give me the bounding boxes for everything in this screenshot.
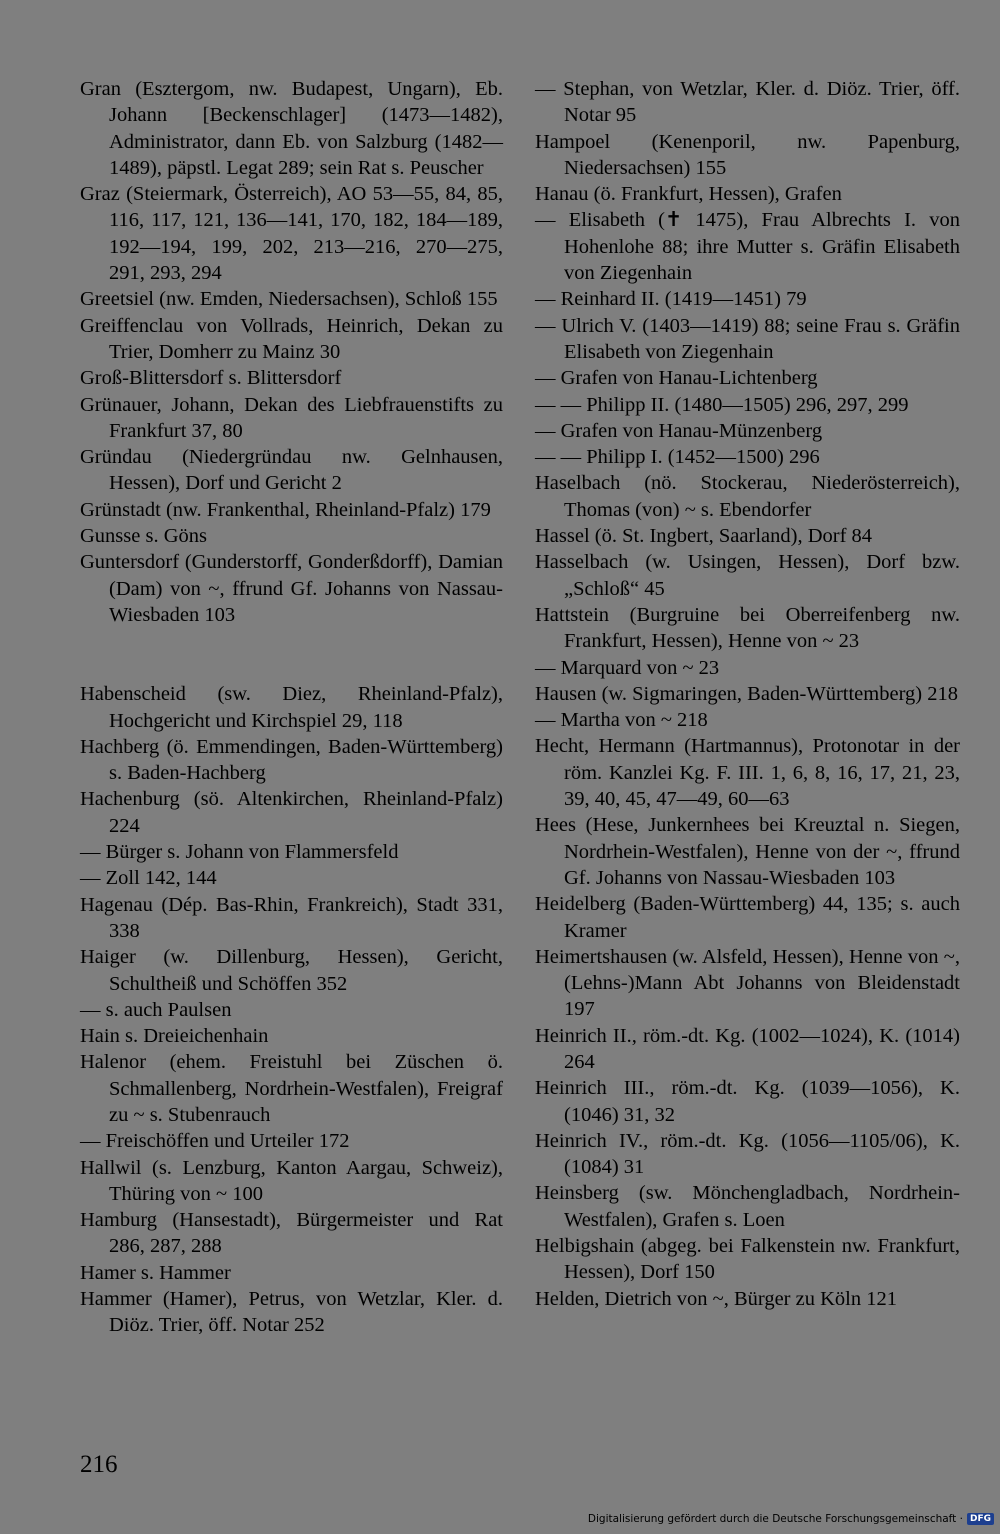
index-entry: Heinrich III., röm.-dt. Kg. (1039—1056), K. (1046) 31, 32 xyxy=(535,1077,960,1126)
index-entry: — Bürger s. Johann von Flammersfeld xyxy=(80,841,399,864)
index-entry: — — Philipp I. (1452—1500) 296 xyxy=(535,446,820,469)
index-column-right xyxy=(535,76,960,1312)
index-entry: Hampoel (Kenenporil, nw. Papenburg, Niedersachsen) 155 xyxy=(535,130,960,179)
index-entry: — Marquard von ~ 23 xyxy=(535,656,720,679)
index-entry: Hallwil (s. Lenzburg, Kanton Aargau, Schweiz), Thüring von ~ 100 xyxy=(80,1156,503,1205)
index-entry: Graz (Steiermark, Österreich), AO 53—55, 84, 85, 116, 117, 121, 136—141, 170, 182, 184—189, 192—194, 199, 202, 213—216, 270—275, 291, 293, 294 xyxy=(80,183,503,285)
index-entry: Haiger (w. Dillenburg, Hessen), Gericht, Schultheiß und Schöffen 352 xyxy=(80,946,503,995)
index-entry: — Grafen von Hanau-Münzenberg xyxy=(535,419,823,442)
index-entry: Groß-Blittersdorf s. Blittersdorf xyxy=(80,367,342,390)
index-entry: Hammer (Hamer), Petrus, von Wetzlar, Kler. d. Diöz. Trier, öff. Notar 252 xyxy=(80,1288,503,1337)
index-entry: — — Philipp II. (1480—1505) 296, 297, 299 xyxy=(535,393,909,416)
index-entry: Hachenburg (sö. Altenkirchen, Rheinland-Pfalz) 224 xyxy=(80,788,503,837)
index-entry: — Stephan, von Wetzlar, Kler. d. Diöz. Trier, öff. Notar 95 xyxy=(535,78,960,127)
index-entry: Grünauer, Johann, Dekan des Liebfrauenstifts zu Frankfurt 37, 80 xyxy=(80,393,503,442)
index-entry: Greetsiel (nw. Emden, Niedersachsen), Schloß 155 xyxy=(80,288,498,311)
index-entry: Habenscheid (sw. Diez, Rheinland-Pfalz), Hochgericht und Kirchspiel 29, 118 xyxy=(80,683,503,732)
index-entry: Gunsse s. Göns xyxy=(80,525,207,548)
index-entry: Hachberg (ö. Emmendingen, Baden-Württemberg) s. Baden-Hachberg xyxy=(80,735,503,785)
dfg-logo-icon: DFG xyxy=(967,1513,994,1525)
index-entry: — Freischöffen und Urteiler 172 xyxy=(80,1130,350,1153)
index-entry: Haselbach (nö. Stockerau, Niederösterreich), Thomas (von) ~ s. Ebendorfer xyxy=(535,472,960,521)
index-entry: Halenor (ehem. Freistuhl bei Züschen ö. Schmallenberg, Nordrhein-Westfalen), Freigraf zu ~ s. Stubenrauch xyxy=(80,1051,503,1126)
index-entry: Heinrich II., röm.-dt. Kg. (1002—1024), K. (1014) 264 xyxy=(535,1024,960,1073)
section-gap xyxy=(80,628,503,681)
index-entry: Helbigshain (abgeg. bei Falkenstein nw. Frankfurt, Hessen), Dorf 150 xyxy=(535,1235,960,1284)
index-entry: Hain s. Dreieichenhain xyxy=(80,1025,269,1048)
index-entry: — Elisabeth (✝ 1475), Frau Albrechts I. von Hohenlohe 88; ihre Mutter s. Gräfin Elisabeth von Ziegenhain xyxy=(535,209,960,285)
index-entry: Hausen (w. Sigmaringen, Baden-Württemberg) 218 xyxy=(535,682,958,705)
index-entry: Heinrich IV., röm.-dt. Kg. (1056—1105/06), K. (1084) 31 xyxy=(535,1129,960,1179)
index-entry: Hagenau (Dép. Bas-Rhin, Frankreich), Stadt 331, 338 xyxy=(80,893,503,942)
index-entry: Gründau (Niedergründau nw. Gelnhausen, Hessen), Dorf und Gericht 2 xyxy=(80,446,503,495)
index-entry: Hecht, Hermann (Hartmannus), Protonotar in der röm. Kanzlei Kg. F. III. 1, 6, 8, 16, 17, 21, 23, 39, 40, 45, 47—49, 60—63 xyxy=(535,735,960,811)
index-entry: — Reinhard II. (1419—1451) 79 xyxy=(535,288,807,311)
index-entry: — Martha von ~ 218 xyxy=(535,709,708,732)
index-entry: Hasselbach (w. Usingen, Hessen), Dorf bzw. „Schloß“ 45 xyxy=(535,551,960,600)
index-entry: Helden, Dietrich von ~, Bürger zu Köln 121 xyxy=(535,1287,897,1310)
index-entry: Hamer s. Hammer xyxy=(80,1261,231,1284)
index-entry: Hamburg (Hansestadt), Bürgermeister und Rat 286, 287, 288 xyxy=(80,1209,503,1258)
index-entry: — s. auch Paulsen xyxy=(80,998,232,1021)
index-entry: Heimertshausen (w. Alsfeld, Hessen), Henne von ~, (Lehns-)Mann Abt Johanns von Bleidenstadt 197 xyxy=(535,945,960,1021)
index-entry: Greiffenclau von Vollrads, Heinrich, Dekan zu Trier, Domherr zu Mainz 30 xyxy=(80,314,503,363)
index-entry: Hassel (ö. St. Ingbert, Saarland), Dorf 84 xyxy=(535,525,873,548)
index-entry: Heidelberg (Baden-Württemberg) 44, 135; s. auch Kramer xyxy=(535,893,960,942)
index-entry: Gran (Esztergom, nw. Budapest, Ungarn), Eb. Johann [Beckenschlager] (1473—1482), Administrator, dann Eb. von Salzburg (1482—1489), päpstl. Legat 289; sein Rat s. Peuscher xyxy=(80,78,503,179)
index-entry: — Zoll 142, 144 xyxy=(80,867,217,890)
index-column-left xyxy=(80,76,503,1339)
index-entry: Hattstein (Burgruine bei Oberreifenberg nw. Frankfurt, Hessen), Henne von ~ 23 xyxy=(535,603,960,653)
page-number: 216 xyxy=(80,1451,118,1478)
index-entry: Hanau (ö. Frankfurt, Hessen), Grafen xyxy=(535,183,842,206)
index-entry: — Ulrich V. (1403—1419) 88; seine Frau s. Gräfin Elisabeth von Ziegenhain xyxy=(535,314,960,363)
index-entry: Hees (Hese, Junkernhees bei Kreuztal n. Siegen, Nordrhein-Westfalen), Henne von der ~, ffrund Gf. Johanns von Nassau-Wiesbaden 103 xyxy=(535,814,960,889)
digitization-footer xyxy=(588,1513,994,1525)
index-entry: Guntersdorf (Gunderstorff, Gonderßdorff), Damian (Dam) von ~, ffrund Gf. Johanns von Nassau-Wiesbaden 103 xyxy=(80,551,503,626)
index-entry: — Grafen von Hanau-Lichtenberg xyxy=(535,367,818,390)
index-entry: Grünstadt (nw. Frankenthal, Rheinland-Pfalz) 179 xyxy=(80,498,491,521)
index-entry: Heinsberg (sw. Mönchengladbach, Nordrhein-Westfalen), Grafen s. Loen xyxy=(535,1182,960,1231)
footer-credit-text: Digitalisierung gefördert durch die Deutsche Forschungsgemeinschaft · xyxy=(587,1513,963,1525)
